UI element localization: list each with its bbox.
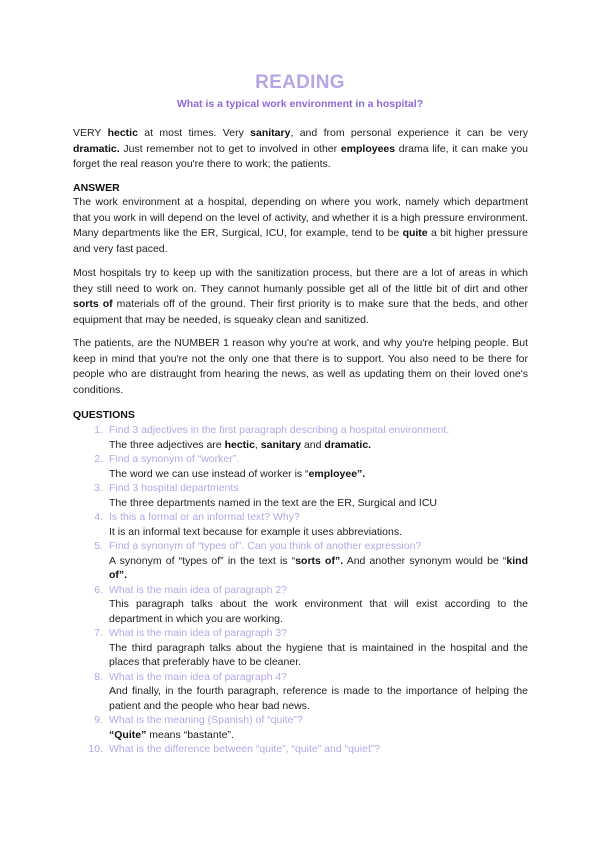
answer-heading: ANSWER	[73, 182, 120, 194]
answer-text	[109, 554, 528, 583]
page-title: READING	[255, 72, 345, 93]
text-run: means “bastante”.	[146, 728, 234, 741]
bold-text: kind of”.	[109, 554, 529, 581]
page-subtitle: What is a typical work environment in a hospital?	[176, 98, 424, 110]
paragraph-1	[73, 195, 528, 257]
question-item	[73, 742, 528, 757]
answer-text	[109, 525, 528, 540]
text-run: ,	[254, 438, 261, 451]
text-run: The patients, are the NUMBER 1 reason why you're at work, and why you're helping people. But keep in mind that you're not the only one that there is to support. You also need to be there for people who are distraught from hearing the news, as well as updating them on their loved one's conditions.	[73, 337, 528, 396]
bold-text: sorts of”.	[295, 554, 344, 567]
text-run: It is an informal text because for example it uses abbreviations.	[109, 525, 402, 538]
text-run: and	[301, 438, 325, 451]
answer-text	[109, 641, 528, 670]
bold-text: sanitary	[250, 127, 291, 139]
bold-text: “Quite”	[109, 728, 147, 741]
bold-text: hectic	[107, 127, 138, 139]
question-text: Find 3 hospital departments	[109, 482, 239, 494]
question-text: Find a synonym of “types of”. Can you think of another expression?	[109, 540, 422, 552]
question-number: 1.	[94, 424, 103, 436]
question-number: 6.	[94, 583, 103, 596]
text-run: The three departments named in the text are the ER, Surgical and ICU	[109, 496, 438, 509]
bold-text: sanitary	[260, 438, 302, 451]
question-text: What is the main idea of paragraph 4?	[109, 670, 288, 683]
question-item	[73, 510, 528, 539]
text-run: at most times. Very	[137, 127, 251, 139]
questions-list	[73, 423, 528, 757]
question-number: 8.	[94, 670, 103, 683]
text-run: A synonym of “types of” in the text is “	[109, 554, 296, 567]
question-item	[73, 583, 528, 627]
text-run: This paragraph talks about the work environment that will exist according to the department in which you are working.	[109, 598, 528, 625]
question-text: What is the meaning (Spanish) of “quite”?	[109, 714, 303, 726]
questions-heading: QUESTIONS	[73, 409, 135, 421]
question-item	[73, 423, 528, 452]
question-item	[73, 452, 528, 481]
answer-text	[109, 496, 528, 511]
question-text: What is the difference between “quite”, “quite” and “quiet”?	[109, 743, 381, 755]
question-number: 10.	[88, 743, 103, 755]
bold-text: dramatic.	[73, 142, 120, 155]
question-number: 7.	[94, 627, 103, 639]
question-item	[73, 713, 528, 742]
question-item	[73, 670, 528, 714]
question-text: What is the main idea of paragraph 3?	[109, 627, 288, 639]
question-number: 9.	[94, 714, 103, 726]
text-run: The word we can use instead of worker is “	[109, 467, 309, 480]
answer-text	[109, 684, 528, 713]
answer-text	[109, 728, 528, 743]
question-text: What is the main idea of paragraph 2?	[109, 583, 288, 596]
question-item	[73, 626, 528, 670]
text-run: a bit higher pressure and very fast paced.	[73, 227, 528, 255]
text-run: The third paragraph talks about the hygiene that is maintained in the hospital and the places that preferably have to be cleaner.	[109, 641, 528, 668]
bold-text: hectic	[224, 438, 255, 451]
text-run: , and from personal experience it can be very	[290, 127, 528, 139]
question-number: 3.	[94, 482, 103, 494]
question-number: 5.	[94, 540, 103, 552]
text-run: VERY	[73, 127, 108, 139]
answer-text	[109, 467, 528, 482]
answer-text	[109, 438, 528, 453]
intro-paragraph	[73, 126, 528, 173]
paragraph-2	[73, 266, 528, 328]
answer-text	[109, 597, 528, 626]
bold-text: quite	[402, 227, 428, 239]
bold-text: employees	[340, 142, 396, 155]
text-run: Just remember not to get to involved in other	[119, 142, 341, 155]
bold-text: dramatic.	[324, 438, 372, 451]
question-number: 4.	[94, 511, 103, 523]
text-run: And finally, in the fourth paragraph, reference is made to the importance of helping the patient and the people who hear bad news.	[109, 685, 528, 712]
text-run: materials off of the ground. Their first priority is to make sure that the beds, and other equipment that may be needed, is squeaky clean and sanitized.	[73, 298, 528, 326]
text-run: And another synonym would be “	[343, 554, 507, 567]
question-text: Find a synonym of “worker”.	[109, 453, 240, 465]
text-run: The work environment at a hospital, depending on where you work, namely which department that you work in will depend on the level of activity, and whether it is a high pressure environment. Many departments like the ER, Surgical, ICU, for example, tend to be	[73, 196, 528, 239]
question-item	[73, 481, 528, 510]
text-run: Most hospitals try to keep up with the sanitization process, but there are a lot of areas in which they still need to work on. They cannot humanly possible get all of the little bit of dirt and other	[73, 267, 528, 295]
paragraph-3	[73, 336, 528, 398]
bold-text: employee”.	[308, 467, 366, 480]
question-item	[73, 539, 528, 583]
text-run: The three adjectives are	[109, 438, 225, 451]
question-text: Find 3 adjectives in the first paragraph describing a hospital environment.	[109, 424, 450, 436]
text-run: drama life, it can make you forget the real reason you're there to work; the patients.	[73, 142, 529, 170]
question-text: Is this a formal or an informal text? Why?	[109, 511, 300, 523]
question-number: 2.	[94, 453, 103, 465]
bold-text: sorts of	[73, 298, 113, 310]
